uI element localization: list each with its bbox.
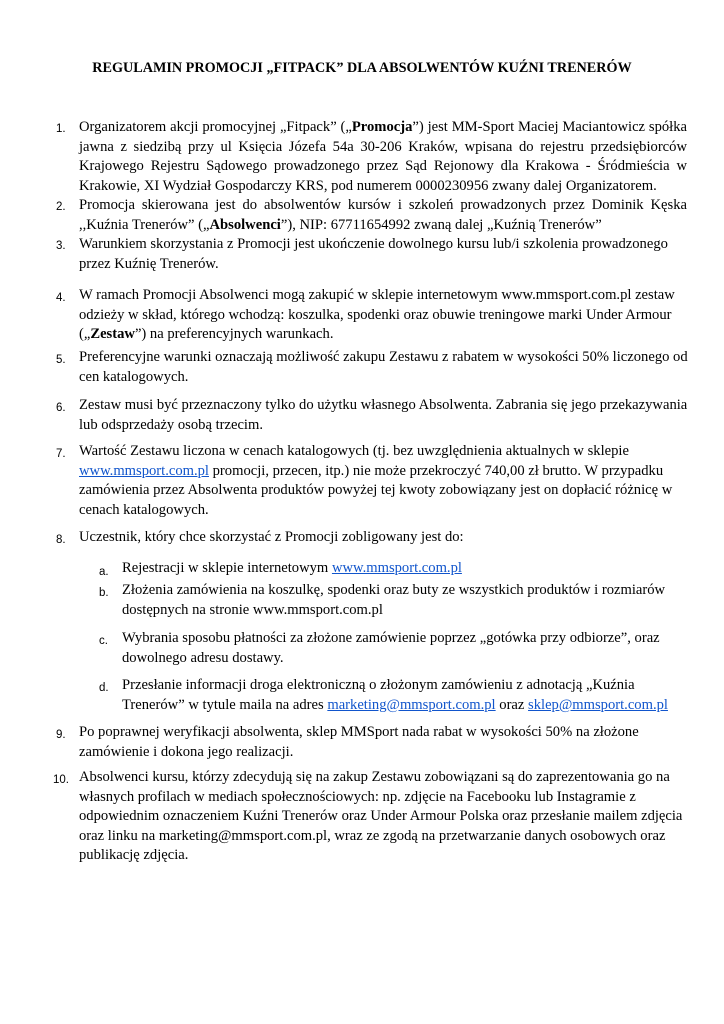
sub-item-b: Złożenia zamówienia na koszulkę, spodenki oraz buty ze wszystkich produktów i rozmiarów dostępnych na stronie www.mmsport.com.pl <box>122 582 666 618</box>
list-item-6: Zestaw musi być przeznaczony tylko do użytku własnego Absolwenta. Zabrania się jego przekazywania lub odsprzedaży osobą trzecim. <box>79 397 688 433</box>
list-number-8: 8. <box>56 534 66 546</box>
sub-letter-b: b. <box>99 587 109 599</box>
sub-letter-c: c. <box>99 635 108 647</box>
shop-email-link[interactable]: sklep@mmsport.com.pl <box>528 696 668 713</box>
marketing-email-link[interactable]: marketing@mmsport.com.pl <box>327 696 496 713</box>
list-item-10: Absolwenci kursu, którzy zdecydują się na zakup Zestawu zobowiązani są do zaprezentowania go na własnych profilach w mediach społecznościowych: np. zdjęcie na Facebooku lub Instagramie z odpowiednim oznaczeniem Kuźni Trenerów oraz Under Armour Polska oraz przesłanie mailem zdjęcia oraz linku na marketing@mmsport.com.pl, wraz ze zgodą na przetwarzanie danych osobowych oraz publikację zdjęcia. <box>79 769 683 863</box>
mmsport-link[interactable]: www.mmsport.com.pl <box>331 560 462 576</box>
list-number-3: 3. <box>56 240 66 252</box>
list-number-1: 1. <box>56 123 66 135</box>
sub-letter-a: a. <box>99 566 109 578</box>
list-item-1: Organizatorem akcji promocyjnej „Fitpack” („Promocja”) jest MM-Sport Maciej Maciantowicz spółka jawna z siedzibą przy ul Księcia Józefa 54a 30-206 Kraków, wpisana do rejestru przedsiębiorców Krajowego Rejestru Sądowego prowadzonego przez Sąd Rejonowy dla Krakowa - Śródmieścia w Krakowie, XI Wydział Gospodarczy KRS, pod numerem 0000230956 zwany dalej Organizatorem. <box>79 119 687 194</box>
list-item-8: Uczestnik, który chce skorzystać z Promocji zobligowany jest do: <box>79 529 464 545</box>
list-item-7: Wartość Zestawu liczona w cenach katalogowych (tj. bez uwzględnienia aktualnych w sklepie www.mmsport.com.pl promocji, przecen, itp.) nie może przekroczyć 740,00 zł brutto. W przypadku zamówienia przez Absolwenta produktów powyżej tej kwoty zobowiązany jest on dopłacić różnicę w cenach katalogowych. <box>79 443 673 518</box>
document-title: REGULAMIN PROMOCJI „FITPACK” DLA ABSOLWENTÓW KUŹNI TRENERÓW <box>92 60 632 76</box>
mmsport-link[interactable]: www.mmsport.com.pl <box>79 462 209 479</box>
list-number-7: 7. <box>56 448 66 460</box>
list-item-2: Promocja skierowana jest do absolwentów kursów i szkoleń prowadzonych przez Dominik Kęska ,,Kuźnia Trenerów” („Absolwenci”), NIP: 67711654992 zwaną dalej „Kuźnią Trenerów” <box>79 197 687 233</box>
list-number-4: 4. <box>56 292 66 304</box>
list-number-5: 5. <box>56 354 66 366</box>
list-item-4: W ramach Promocji Absolwenci mogą zakupić w sklepie internetowym www.mmsport.com.pl zestaw odzieży w skład, którego wchodzą: koszulka, spodenki oraz obuwie treningowe marki Under Armour („Zestaw”) na preferencyjnych warunkach. <box>79 287 675 342</box>
sub-letter-d: d. <box>99 682 109 694</box>
list-number-10: 10. <box>53 774 69 786</box>
sub-item-c: Wybrania sposobu płatności za złożone zamówienie poprzez „gotówka przy odbiorze”, oraz dowolnego adresu dostawy. <box>122 630 660 666</box>
list-number-2: 2. <box>56 201 66 213</box>
list-item-3: Warunkiem skorzystania z Promocji jest ukończenie dowolnego kursu lub/i szkolenia prowadzonego przez Kuźnię Trenerów. <box>79 236 668 272</box>
sub-item-d: Przesłanie informacji droga elektroniczną o złożonym zamówieniu z adnotacją „Kuźnia Trenerów” w tytule maila na adres marketing@mmsport.com.pl oraz sklep@mmsport.com.pl <box>122 677 668 713</box>
sub-item-a: Rejestracji w sklepie internetowym www.mmsport.com.pl <box>122 560 462 576</box>
list-item-5: Preferencyjne warunki oznaczają możliwość zakupu Zestawu z rabatem w wysokości 50% liczonego od cen katalogowych. <box>79 349 688 385</box>
list-item-9: Po poprawnej weryfikacji absolwenta, sklep MMSport nada rabat w wysokości 50% na złożone zamówienie i dokona jego realizacji. <box>79 724 639 760</box>
list-number-9: 9. <box>56 729 66 741</box>
list-number-6: 6. <box>56 402 66 414</box>
